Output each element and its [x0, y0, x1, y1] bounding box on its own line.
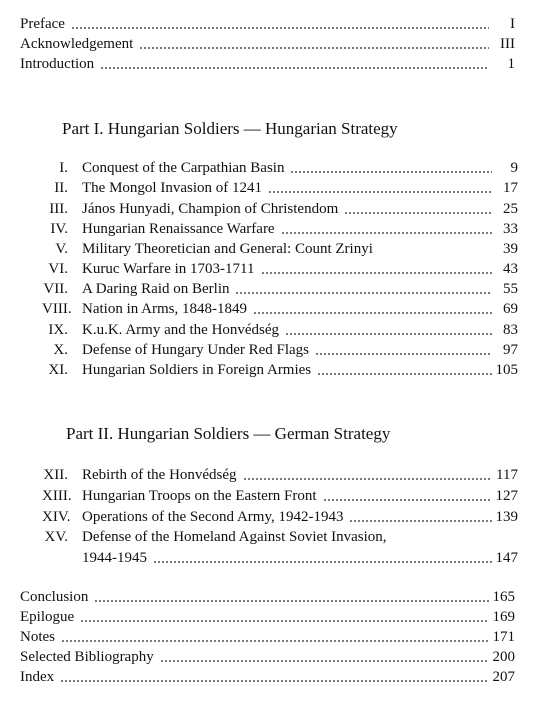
chapter-title: Nation in Arms, 1848-1849 — [82, 301, 247, 317]
part-2-heading: Part II. Hungarian Soldiers — German Strategy — [66, 424, 391, 443]
leader-dots — [285, 333, 492, 335]
chapter-page: 147 — [495, 550, 518, 566]
chapter-title: Defense of Hungary Under Red Flags — [82, 342, 310, 358]
chapter-number: VI. — [48, 261, 68, 277]
chapter-number: VII. — [43, 281, 68, 297]
toc-chapter — [42, 178, 518, 198]
chapter-page: 105 — [495, 362, 518, 378]
entry-page: I — [510, 16, 515, 32]
chapter-number: XIV. — [42, 509, 71, 525]
leader-dots — [315, 353, 492, 355]
chapter-page: 139 — [495, 509, 518, 525]
chapter-number: XI. — [48, 362, 68, 378]
leader-dots — [281, 232, 492, 234]
entry-title: Preface — [20, 16, 65, 32]
toc-chapter — [42, 507, 518, 527]
chapter-number: XIII. — [42, 488, 72, 504]
entry-page: 207 — [492, 669, 515, 685]
leader-dots — [268, 191, 492, 193]
chapter-page: 55 — [503, 281, 518, 297]
chapter-title-line2: 1944-1945 — [82, 550, 147, 566]
toc-chapter — [42, 158, 518, 178]
chapter-title: Military Theoretician and General: Count Zrinyi — [82, 241, 373, 257]
toc-entry-preface — [20, 14, 515, 34]
leader-dots — [317, 373, 491, 375]
leader-dots — [71, 27, 489, 29]
toc-entry-introduction — [20, 54, 515, 74]
entry-page: 171 — [492, 629, 515, 645]
chapter-title: Conquest of the Carpathian Basin — [82, 160, 285, 176]
chapter-title: Hungarian Soldiers in Foreign Armies — [82, 362, 312, 378]
chapter-page: 97 — [503, 342, 518, 358]
toc-chapter — [42, 239, 518, 259]
chapter-title: A Daring Raid on Berlin — [82, 281, 230, 297]
toc-entry-selected-bibliography — [20, 647, 515, 667]
entry-page: 169 — [492, 609, 515, 625]
chapter-page: 25 — [503, 201, 518, 217]
toc-entry-index — [20, 667, 515, 687]
entry-page: 1 — [507, 56, 515, 72]
chapter-number: IV. — [50, 221, 68, 237]
toc-chapter-continued — [42, 548, 518, 568]
toc-chapter — [42, 340, 518, 360]
chapter-title: Hungarian Troops on the Eastern Front — [82, 488, 317, 504]
toc-chapter — [42, 486, 518, 506]
entry-title: Epilogue — [20, 609, 75, 625]
leader-dots — [323, 499, 492, 501]
leader-dots — [100, 67, 489, 69]
leader-dots — [344, 212, 492, 214]
toc-entry-acknowledgement — [20, 34, 515, 54]
toc-chapter — [42, 279, 518, 299]
toc-entry-conclusion — [20, 587, 515, 607]
entry-title: Notes — [20, 629, 55, 645]
leader-dots — [253, 312, 492, 314]
toc-entry-epilogue — [20, 607, 515, 627]
toc-chapter — [42, 465, 518, 485]
chapter-page: 69 — [503, 301, 518, 317]
entry-title: Acknowledgement — [20, 36, 134, 52]
chapter-number: III. — [49, 201, 68, 217]
entry-page: 165 — [492, 589, 515, 605]
leader-dots — [261, 272, 493, 274]
leader-dots — [60, 680, 488, 682]
toc-chapter — [42, 259, 518, 279]
chapter-number: II. — [54, 180, 68, 196]
part-1-heading: Part I. Hungarian Soldiers — Hungarian Strategy — [62, 119, 398, 138]
leader-dots — [153, 561, 492, 563]
chapter-title: Hungarian Renaissance Warfare — [82, 221, 275, 237]
chapter-title: The Mongol Invasion of 1241 — [82, 180, 262, 196]
toc-entry-notes — [20, 627, 515, 647]
toc-chapter — [42, 199, 518, 219]
leader-dots — [61, 640, 489, 642]
chapter-title: K.u.K. Army and the Honvédség — [82, 322, 280, 338]
chapter-page: 39 — [503, 241, 518, 257]
chapter-number: XV. — [44, 529, 68, 545]
leader-dots — [160, 660, 489, 662]
chapter-number: V. — [55, 241, 68, 257]
toc-chapter — [42, 299, 518, 319]
chapter-number: IX. — [48, 322, 68, 338]
leader-dots — [349, 520, 491, 522]
leader-dots — [139, 47, 489, 49]
toc-chapter — [42, 320, 518, 340]
chapter-title: Defense of the Homeland Against Soviet Invasion, — [82, 529, 387, 545]
entry-page: III — [500, 36, 515, 52]
entry-title: Selected Bibliography — [20, 649, 154, 665]
chapter-number: XII. — [43, 467, 68, 483]
chapter-page: 83 — [503, 322, 518, 338]
chapter-page: 117 — [496, 467, 518, 483]
chapter-title: Rebirth of the Honvédség — [82, 467, 237, 483]
leader-dots — [80, 620, 488, 622]
chapter-title: János Hunyadi, Champion of Christendom — [82, 201, 339, 217]
chapter-number: X. — [53, 342, 68, 358]
leader-dots — [243, 478, 492, 480]
chapter-number: VIII. — [42, 301, 72, 317]
toc-chapter — [42, 360, 518, 380]
chapter-page: 9 — [510, 160, 518, 176]
entry-title: Conclusion — [20, 589, 89, 605]
chapter-title: Operations of the Second Army, 1942-1943 — [82, 509, 344, 525]
entry-title: Index — [20, 669, 55, 685]
chapter-page: 17 — [503, 180, 518, 196]
leader-dots — [94, 600, 488, 602]
chapter-page: 43 — [503, 261, 518, 277]
chapter-page: 127 — [495, 488, 518, 504]
leader-dots — [235, 292, 492, 294]
chapter-page: 33 — [503, 221, 518, 237]
chapter-title: Kuruc Warfare in 1703-1711 — [82, 261, 255, 277]
entry-title: Introduction — [20, 56, 95, 72]
entry-page: 200 — [492, 649, 515, 665]
toc-chapter — [42, 219, 518, 239]
toc-chapter — [42, 527, 518, 547]
leader-dots — [290, 171, 492, 173]
chapter-number: I. — [59, 160, 68, 176]
